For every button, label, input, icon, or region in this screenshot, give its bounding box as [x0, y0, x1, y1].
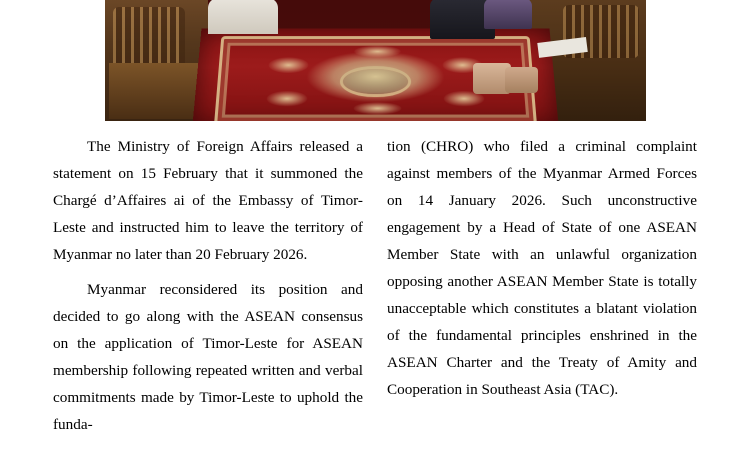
article-photo [105, 0, 646, 121]
left-text-column [53, 133, 363, 438]
carpet-motif [269, 57, 309, 73]
carpet-motif [354, 102, 401, 114]
right-text-column [387, 133, 697, 403]
photo-left-furniture [105, 0, 208, 121]
paragraph: tion (CHRO) who filed a criminal complaint against members of the Myanmar Armed Forces on 14 January 2026. Such unconstructive engagement by a Head of State of one ASEAN Member State with an unlawful organization opposing another ASEAN Member State is totally unacceptable which constitutes a blatant violation of the fundamental principles enshrined in the ASEAN Charter and the Treaty of Amity and Cooperation in Southeast Asia (TAC). [387, 138, 697, 398]
carpet-motif [267, 90, 307, 106]
photo-person-in-purple [484, 0, 533, 29]
paragraph: Myanmar reconsidered its position and decided to go along with the ASEAN consensus on the application of Timor-Leste for ASEAN membership following repeated written and verbal commitments made by Timor-Leste to uphold the funda- [53, 281, 363, 433]
carpet-medallion [343, 68, 408, 94]
photo-person-in-white [208, 0, 278, 34]
article-body [0, 133, 750, 460]
photo-person-leg [505, 67, 537, 94]
paragraph: The Ministry of Foreign Affairs released a statement on 15 February that it summoned the Chargé d’Affaires ai of the Embassy of Timor-Leste and instructed him to leave the territory of Myanmar no later than 20 February 2026. [53, 138, 363, 263]
photo-scene [105, 0, 646, 121]
carpet-motif [354, 45, 400, 57]
